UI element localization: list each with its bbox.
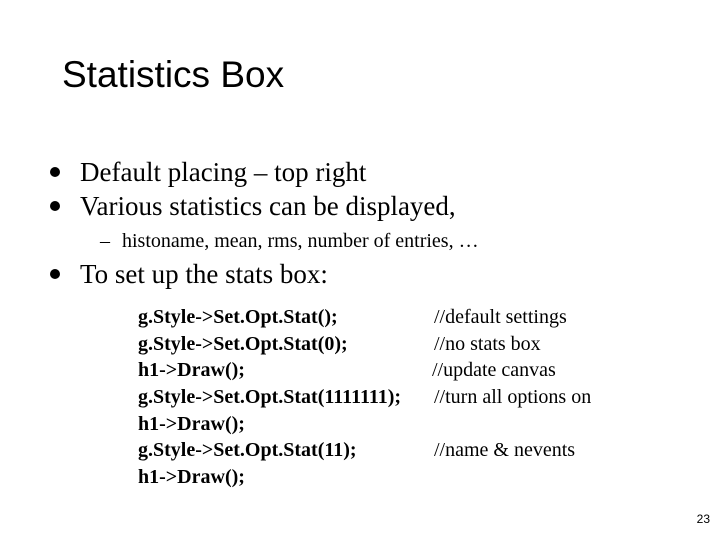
code-command: h1->Draw();: [138, 412, 245, 435]
bullet-dot-icon: [50, 269, 60, 279]
code-comment: //turn all options on: [434, 386, 592, 409]
bullet-dot-icon: [50, 167, 60, 177]
bullet-text: To set up the stats box:: [80, 259, 328, 289]
bullet-text: Default placing – top right: [80, 157, 367, 187]
code-comment: //name & nevents: [434, 439, 576, 462]
bullet-item: [50, 258, 328, 290]
code-command: g.Style->Set.Opt.Stat(0);: [138, 332, 348, 355]
dash-icon: –: [100, 230, 110, 252]
code-command: g.Style->Set.Opt.Stat();: [138, 306, 338, 328]
page-number: 23: [696, 512, 710, 526]
code-command: g.Style->Set.Opt.Stat(1111111);: [138, 386, 402, 409]
bullet-text: Various statistics can be displayed,: [80, 191, 456, 221]
code-command: h1->Draw();: [138, 466, 245, 489]
slide-title: Statistics Box: [62, 54, 285, 95]
code-command: h1->Draw();: [138, 359, 245, 382]
code-comment: //update canvas: [432, 359, 556, 382]
bullet-dot-icon: [50, 201, 60, 211]
code-comment: //default settings: [434, 306, 567, 328]
code-comment: //no stats box: [434, 332, 541, 355]
code-command: g.Style->Set.Opt.Stat(11);: [138, 439, 357, 462]
bullet-item: [50, 156, 366, 188]
bullet-item: [50, 190, 456, 222]
sub-bullet-item: [100, 229, 479, 253]
sub-bullet-text: histoname, mean, rms, number of entries, …: [122, 230, 479, 252]
